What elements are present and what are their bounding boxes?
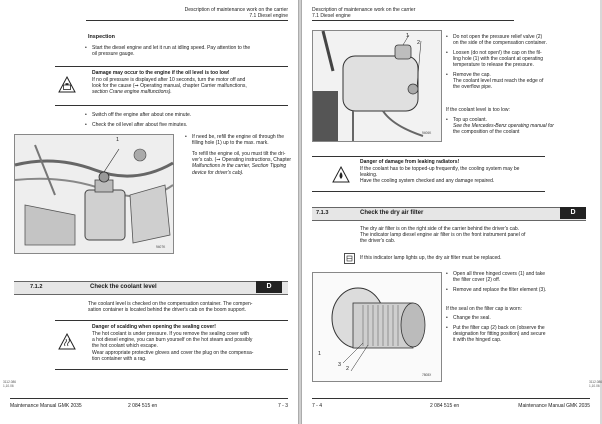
image-callout: 1 <box>318 351 321 357</box>
engine-oil-image <box>14 134 174 254</box>
side-code: 3112.086 1,10.06 <box>3 380 17 388</box>
warning-title: Damage may occur to the engine if the oil level is too low! <box>92 70 230 76</box>
start-engine-line: oil pressure gauge. <box>92 51 135 58</box>
warning-line: the hot coolant which escape. <box>92 343 158 350</box>
warning-line: leaking. <box>360 172 378 179</box>
warning-line: section Crane engine malfunctions). <box>92 89 172 96</box>
instruction-line: temperature to release the pressure. <box>453 62 534 69</box>
warning-title: Danger of damage from leaking radiators! <box>360 159 460 165</box>
top-up-line: the composition of the coolant <box>453 129 520 136</box>
warning-line: tion container with a rag. <box>92 355 147 362</box>
bullet: • <box>85 122 87 128</box>
footer-manual: Maintenance Manual GMK 2035 <box>518 403 590 409</box>
filter-text-line: The dry air filter is on the right side of the carrier behind the driver's cab. <box>360 226 520 232</box>
filter-step-line: Remove and replace the filter element (3). <box>453 287 547 293</box>
hot-steam-warning-icon <box>58 333 76 351</box>
image-code: 9407K <box>156 245 166 249</box>
section-title: Check the coolant level <box>90 284 157 290</box>
footer-page-number: 7 - 3 <box>277 403 288 409</box>
instruction-line: The coolant level must reach the edge of <box>453 78 544 85</box>
footer-manual: Maintenance Manual GMK 2035 <box>10 403 82 409</box>
bullet: • <box>446 271 448 277</box>
seal-intro: If the seal on the filter cap is worn: <box>446 306 522 312</box>
bullet: • <box>446 315 448 321</box>
side-code: 3112.086 1,10.06 <box>589 380 602 388</box>
header-section: 7.1 Diesel engine <box>249 13 288 19</box>
bullet: • <box>446 325 448 331</box>
instruction-line: Remove the cap. <box>453 72 491 78</box>
section-tag: D <box>560 207 586 219</box>
refill-note-line: To refill the engine oil, you must tilt the dri- <box>192 151 286 157</box>
image-callout: 2 <box>346 366 349 372</box>
header-rule <box>86 20 288 21</box>
refill-note-line: device for driver's cab). <box>192 169 244 176</box>
coolant-text-line: sation container is located behind the driver's cab on the boom support. <box>88 307 246 314</box>
too-low-text: If the coolant level is too low: <box>446 107 510 113</box>
filter-text-line: The indicator lamp diesel engine air filter is on the front instrument panel of <box>360 232 526 239</box>
section-title: Check the dry air filter <box>360 210 424 216</box>
warning-line: a hot diesel engine, you can burn yourself on the hot steam and possibly <box>92 337 253 344</box>
warning-line: look for the cause (➞ Operating manual, chapter Carrier malfunctions, <box>92 83 247 90</box>
footer-page-number: 7 - 4 <box>312 403 323 409</box>
header-title: Description of maintenance work on the carrier <box>184 7 288 13</box>
section-tag: D <box>256 281 282 293</box>
image-callout: 1 <box>406 33 409 39</box>
bullet: • <box>446 50 448 56</box>
footer-docnum: 2 084 515 en <box>430 403 460 409</box>
image-callout: 1 <box>116 137 119 143</box>
filter-text-line: the driver's cab. <box>360 238 396 245</box>
instruction-line: Do not open the pressure relief valve (2) <box>453 34 543 40</box>
footer-rule <box>10 398 288 399</box>
section-number: 7.1.2 <box>30 284 43 290</box>
footer-docnum: 2 084 515 en <box>128 403 158 409</box>
refill-note-line: ver's cab. (➞ Operating instructions, Chapter <box>192 157 292 164</box>
image-callout: 2 <box>417 40 420 46</box>
warning-line: Have the cooling system checked and any damage repaired. <box>360 178 495 185</box>
bullet: • <box>446 34 448 40</box>
section-number: 7.1.3 <box>316 210 329 216</box>
header-rule <box>312 20 514 21</box>
warning-line: The hot coolant is under pressure. If you remove the sealing cover with <box>92 331 250 337</box>
right-page <box>302 0 600 424</box>
seal-step-line: Put the filter cap (2) back on (observe the <box>453 325 545 331</box>
filter-step-line: the filter cover (2) off. <box>453 277 501 284</box>
bullet: • <box>85 112 87 118</box>
footer-rule <box>312 398 590 399</box>
switch-off-text: Switch off the engine after about one minute. <box>92 112 192 118</box>
bullet: • <box>85 45 87 51</box>
air-filter-indicator-icon <box>344 253 355 264</box>
warning-title: Danger of scalding when opening the sealing cover! <box>92 324 216 330</box>
seal-step-line: Change the seal. <box>453 315 491 321</box>
image-callout: 3 <box>338 362 341 368</box>
warning-line: If no oil pressure is displayed after 10 seconds, turn the motor off and <box>92 77 246 83</box>
instruction-line: the overflow pipe. <box>453 84 493 91</box>
start-engine-line: Start the diesel engine and let it run at idling speed. Pay attention to the <box>92 45 251 51</box>
coolant-container-image <box>312 30 442 142</box>
header-section: 7.1 Diesel engine <box>312 13 351 19</box>
refill-line: If need be, refill the engine oil through the <box>192 134 285 140</box>
top-up-line: Top up coolant. <box>453 117 487 123</box>
air-filter-image <box>312 272 442 382</box>
lamp-text: If this indicator lamp lights up, the dry air filter must be replaced. <box>360 255 502 261</box>
instruction-line: Loosen (do not open!) the cap on the fil- <box>453 50 542 56</box>
image-code: 7808X <box>422 373 432 377</box>
header-title: Description of maintenance work on the carrier <box>312 7 416 13</box>
filter-step-line: Open all three hinged covers (1) and take <box>453 271 545 277</box>
instruction-line: on the side of the compensation container. <box>453 40 547 47</box>
bullet: • <box>446 72 448 78</box>
refill-line: filling hole (1) up to the max. mark. <box>192 140 269 147</box>
top-up-line: See the Mercedes-Benz operating manual for <box>453 123 554 130</box>
left-page <box>0 0 298 424</box>
bullet: • <box>446 287 448 293</box>
section-7-1-3-bar <box>312 207 586 221</box>
instruction-line: ling hole (1) with the coolant at operating <box>453 56 544 63</box>
radiator-warning-icon <box>332 166 350 184</box>
engine-warning-icon <box>58 76 76 94</box>
bullet: • <box>446 117 448 123</box>
image-code: 9406K <box>422 131 432 135</box>
seal-step-line: designation for fitting position) and secure <box>453 331 546 338</box>
warning-line: If the coolant has to be topped-up frequently, the cooling system may be <box>360 166 520 172</box>
coolant-text-line: The coolant level is checked on the compensation container. The compen- <box>88 301 253 307</box>
check-oil-text: Check the oil level after about five minutes. <box>92 122 188 128</box>
bullet: • <box>185 134 187 140</box>
seal-step-line: it with the hinged cap. <box>453 337 502 344</box>
inspection-title: Inspection <box>88 34 115 40</box>
refill-note-line: Malfunctions in the carrier, Section Tipping <box>192 163 287 170</box>
warning-line: Wear appropriate protective gloves and cover the plug on the compensa- <box>92 349 254 356</box>
